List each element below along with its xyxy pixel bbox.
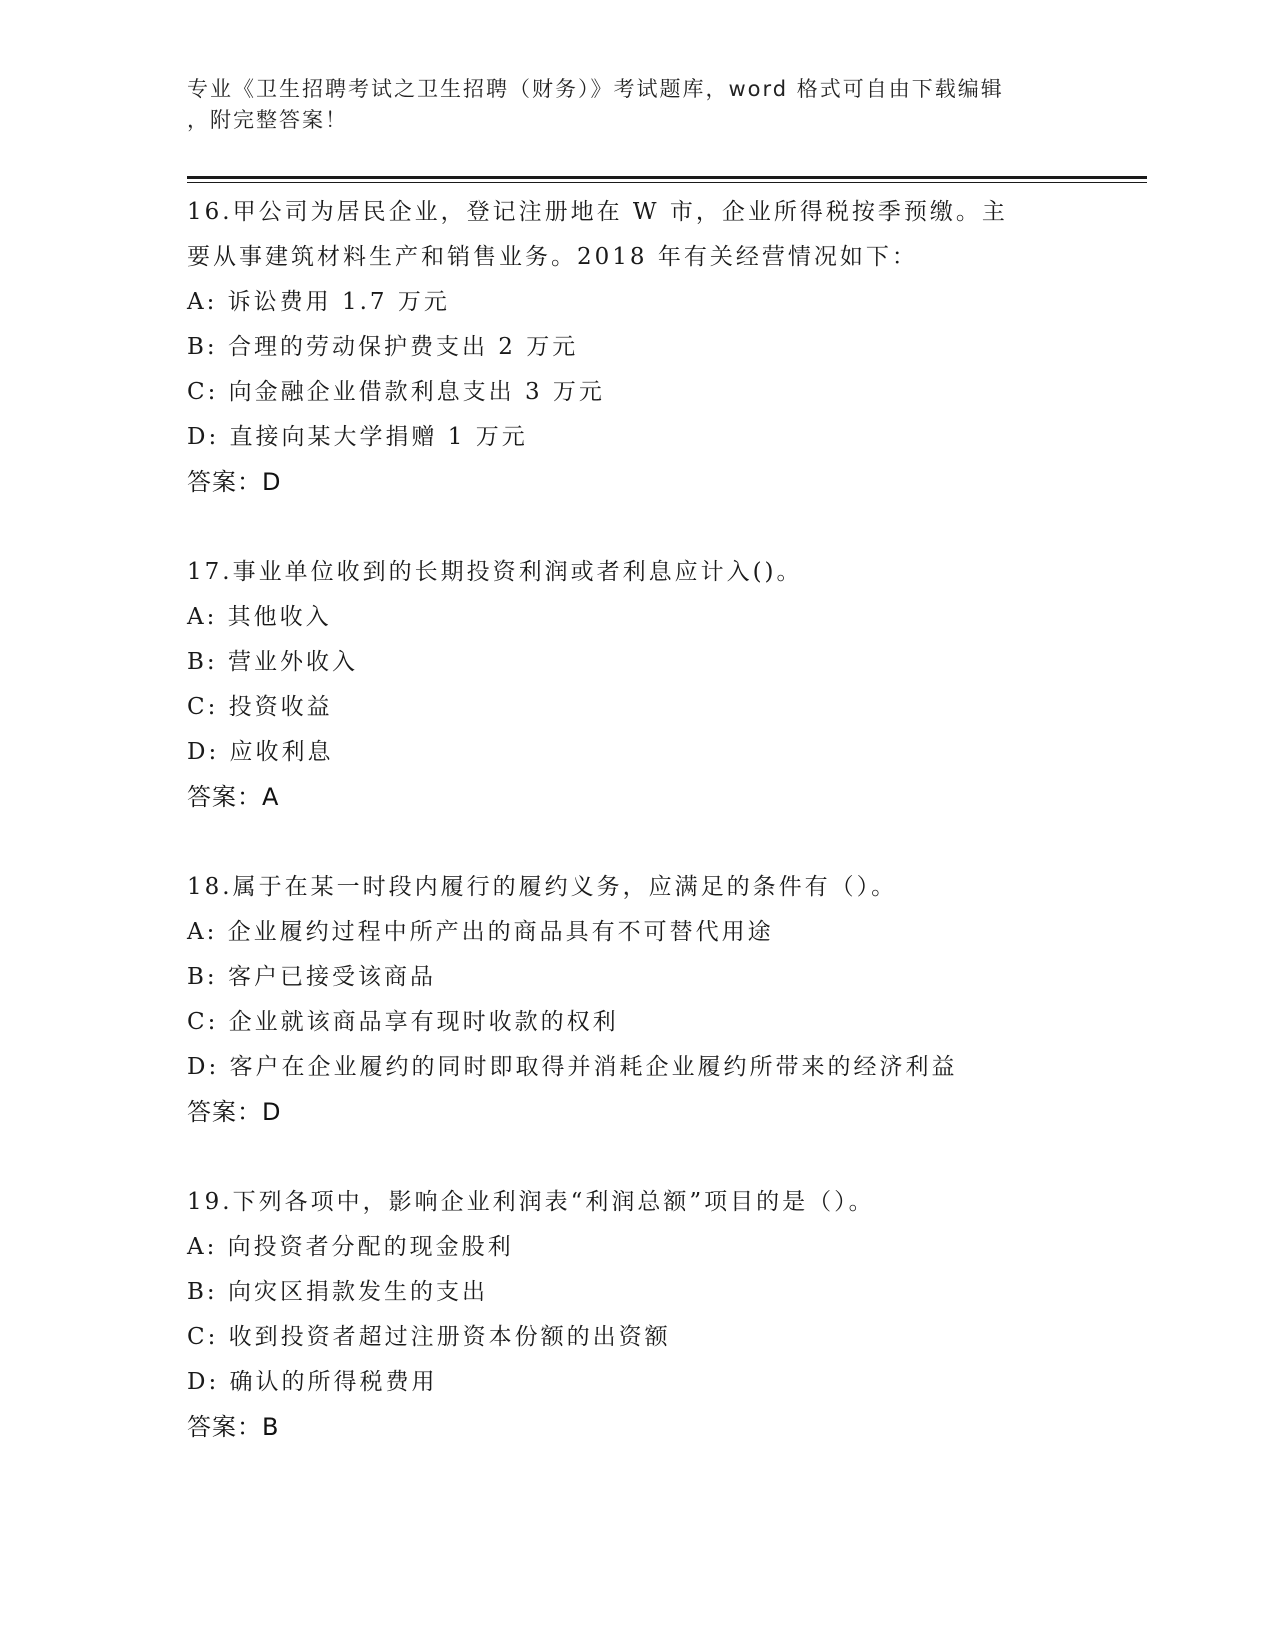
option-d: D: 直接向某大学捐赠 1 万元: [187, 424, 528, 450]
answer: 答案：B: [187, 1413, 280, 1441]
option-b: B: 营业外收入: [187, 649, 358, 675]
header-line-1: 专业《卫生招聘考试之卫生招聘（财务）》考试题库，word 格式可自由下载编辑: [187, 77, 1004, 101]
document-header: [187, 74, 1087, 136]
question-stem: 17.事业单位收到的长期投资利润或者利息应计入()。: [187, 559, 803, 585]
question-18: [187, 865, 1147, 1135]
option-b: B: 客户已接受该商品: [187, 964, 436, 990]
option-a: A: 其他收入: [187, 604, 332, 630]
header-line-2: ，附完整答案！: [187, 108, 348, 132]
question-stem: 要从事建筑材料生产和销售业务。2018 年有关经营情况如下：: [187, 244, 918, 270]
question-17: [187, 550, 1147, 820]
question-stem: 18.属于在某一时段内履行的履约义务，应满足的条件有（）。: [187, 874, 898, 900]
option-b: B: 合理的劳动保护费支出 2 万元: [187, 334, 579, 360]
question-19: [187, 1180, 1147, 1450]
header-divider-thin: [187, 182, 1147, 183]
option-c: C: 收到投资者超过注册资本份额的出资额: [187, 1324, 671, 1350]
question-stem: 19.下列各项中，影响企业利润表“利润总额”项目的是（）。: [187, 1189, 875, 1215]
answer: 答案：A: [187, 783, 280, 811]
question-list: [187, 190, 1147, 1495]
option-c: C: 向金融企业借款利息支出 3 万元: [187, 379, 605, 405]
option-d: D: 应收利息: [187, 739, 334, 765]
option-a: A: 企业履约过程中所产出的商品具有不可替代用途: [187, 919, 774, 945]
option-b: B: 向灾区捐款发生的支出: [187, 1279, 488, 1305]
option-c: C: 投资收益: [187, 694, 333, 720]
option-a: A: 诉讼费用 1.7 万元: [187, 289, 450, 315]
answer: 答案：D: [187, 1098, 282, 1126]
answer: 答案：D: [187, 468, 282, 496]
option-d: D: 客户在企业履约的同时即取得并消耗企业履约所带来的经济利益: [187, 1054, 958, 1080]
option-d: D: 确认的所得税费用: [187, 1369, 438, 1395]
question-16: [187, 190, 1147, 505]
header-divider-thick: [187, 176, 1147, 179]
option-a: A: 向投资者分配的现金股利: [187, 1234, 514, 1260]
option-c: C: 企业就该商品享有现时收款的权利: [187, 1009, 619, 1035]
question-stem: 16.甲公司为居民企业，登记注册地在 W 市，企业所得税按季预缴。主: [187, 199, 1008, 225]
